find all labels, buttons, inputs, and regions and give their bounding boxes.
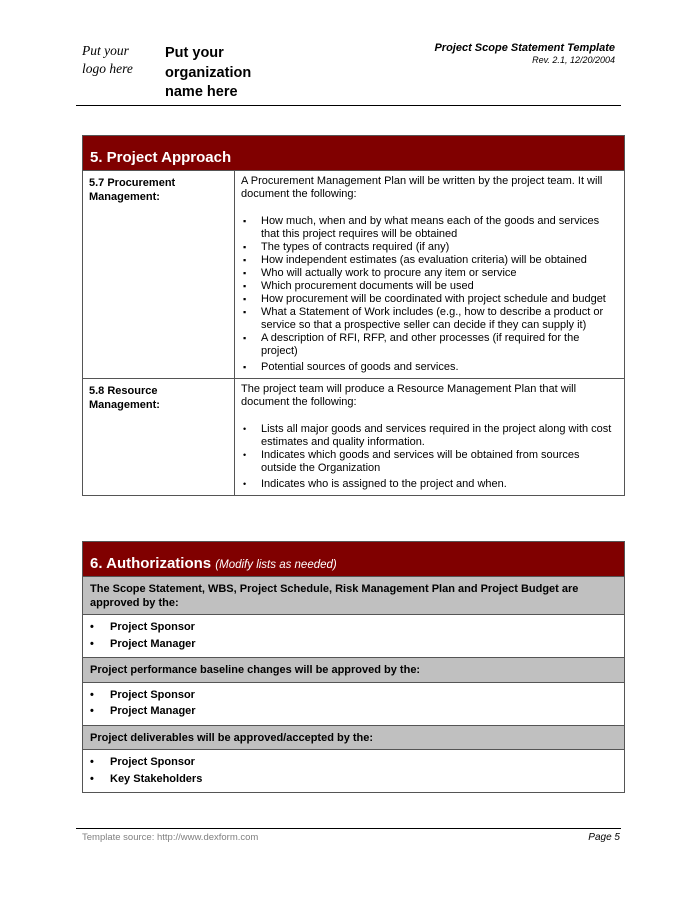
- template-source: Template source: http://www.dexform.com: [82, 832, 259, 843]
- bullet-icon: ▪: [243, 362, 247, 372]
- approver-name: Project Sponsor: [110, 756, 195, 768]
- list-item-text: How much, when and by what means each of the goods and services that this project requires will be obtained: [261, 215, 600, 240]
- approver-item: [90, 621, 617, 638]
- approval-group-heading: The Scope Statement, WBS, Project Schedule, Risk Management Plan and Project Budget are approved by the:: [83, 576, 624, 614]
- footer-rule: [76, 828, 621, 829]
- row-content: [235, 171, 624, 378]
- approver-name: Project Sponsor: [110, 688, 195, 701]
- row-label: 5.8 Resource Management:: [83, 379, 235, 495]
- list-item: [241, 215, 618, 241]
- organization-name: Put your organization name here: [165, 45, 252, 100]
- approver-item: [90, 773, 617, 790]
- section-heading: [83, 542, 624, 576]
- list-item: [241, 423, 618, 449]
- approver-name: Project Manager: [110, 637, 196, 650]
- list-item-text: Indicates who is assigned to the project and when.: [261, 478, 507, 490]
- bullet-icon: •: [90, 756, 94, 768]
- bullet-icon: •: [243, 424, 247, 434]
- procurement-intro: A Procurement Management Plan will be written by the project team. It will document the following:: [241, 175, 603, 200]
- list-item: [241, 332, 618, 358]
- bullet-icon: •: [90, 705, 94, 717]
- bullet-icon: •: [90, 637, 94, 650]
- resource-list: [241, 423, 618, 491]
- approver-name: Project Sponsor: [110, 621, 195, 633]
- section-subtitle: (Modify lists as needed): [215, 559, 337, 571]
- approver-name: Key Stakeholders: [110, 772, 203, 785]
- bullet-icon: ▪: [243, 255, 247, 265]
- approver-item: [90, 756, 617, 773]
- header-rule: [76, 105, 621, 106]
- list-item-text: What a Statement of Work includes (e.g., how to describe a product or service so that a prospective seller can decide if they can supply it): [261, 306, 604, 331]
- list-item: [241, 306, 618, 332]
- logo-placeholder: Put your logo here: [82, 43, 133, 76]
- approver-list: [83, 614, 624, 657]
- bullet-icon: ▪: [243, 216, 247, 226]
- procurement-row: [83, 170, 624, 378]
- list-item: [241, 478, 618, 491]
- list-item: [241, 241, 618, 254]
- list-item-text: Which procurement documents will be used: [261, 280, 474, 292]
- list-item-text: Lists all major goods and services required in the project along with cost estimates and quality information.: [261, 423, 612, 448]
- list-item: [241, 361, 618, 374]
- row-label: 5.7 Procurement Management:: [83, 171, 235, 378]
- list-item-text: A description of RFI, RFP, and other processes (if required for the project): [261, 332, 580, 357]
- procurement-list: [241, 215, 618, 374]
- approval-group-heading: Project deliverables will be approved/accepted by the:: [83, 725, 624, 750]
- bullet-icon: •: [90, 772, 94, 785]
- revision-info: Rev. 2.1, 12/20/2004: [532, 55, 615, 65]
- bullet-icon: ▪: [243, 268, 247, 278]
- list-item-text: Indicates which goods and services will be obtained from sources outside the Organization: [261, 449, 580, 474]
- bullet-icon: ▪: [243, 307, 247, 317]
- bullet-icon: •: [90, 621, 94, 633]
- section-heading: 5. Project Approach: [83, 136, 624, 170]
- approval-group-heading: Project performance baseline changes will be approved by the:: [83, 657, 624, 682]
- list-item: [241, 293, 618, 306]
- list-item-text: How independent estimates (as evaluation criteria) will be obtained: [261, 254, 587, 266]
- bullet-icon: ▪: [243, 333, 247, 343]
- approver-item: [90, 705, 617, 722]
- list-item-text: Who will actually work to procure any item or service: [261, 267, 517, 279]
- list-item-text: How procurement will be coordinated with project schedule and budget: [261, 293, 606, 305]
- list-item-text: The types of contracts required (if any): [261, 241, 450, 253]
- list-item: [241, 254, 618, 267]
- list-item: [241, 280, 618, 293]
- bullet-icon: ▪: [243, 242, 247, 252]
- row-content: [235, 379, 624, 495]
- list-item: [241, 449, 618, 475]
- page-number: Page 5: [588, 832, 620, 843]
- list-item-text: Potential sources of goods and services.: [261, 361, 459, 373]
- resource-intro: The project team will produce a Resource Management Plan that will document the following:: [241, 383, 577, 408]
- section-title: 6. Authorizations: [90, 555, 212, 572]
- bullet-icon: •: [243, 479, 247, 489]
- project-approach-table: [82, 135, 625, 496]
- bullet-icon: ▪: [243, 294, 247, 304]
- bullet-icon: ▪: [243, 281, 247, 291]
- approver-list: [83, 682, 624, 725]
- bullet-icon: •: [90, 688, 94, 701]
- approver-list: [83, 749, 624, 792]
- authorization-groups: [83, 576, 624, 792]
- document-title: Project Scope Statement Template: [434, 42, 615, 54]
- document-title-block: [434, 42, 615, 65]
- bullet-icon: •: [243, 450, 247, 460]
- approver-name: Project Manager: [110, 705, 196, 717]
- approver-item: [90, 689, 617, 706]
- list-item: [241, 267, 618, 280]
- approver-item: [90, 638, 617, 655]
- authorizations-table: [82, 541, 625, 793]
- resource-row: [83, 378, 624, 495]
